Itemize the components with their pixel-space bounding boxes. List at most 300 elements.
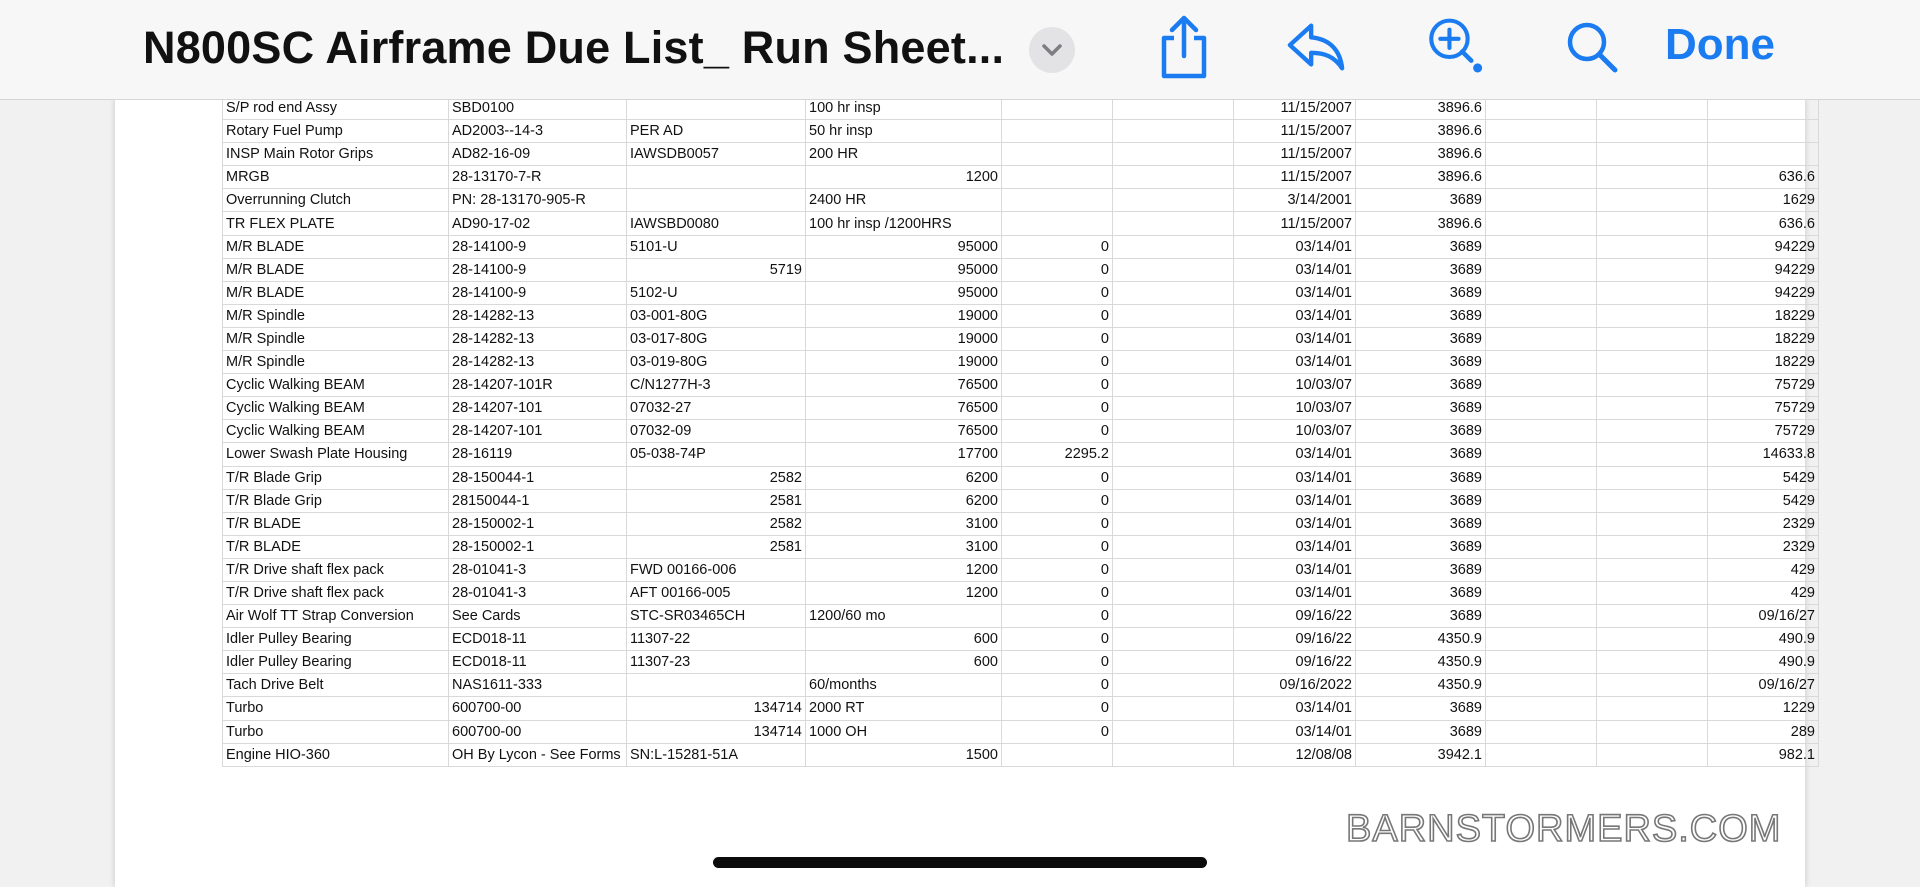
table-cell [1113, 720, 1234, 743]
table-cell: 3689 [1356, 327, 1486, 350]
table-cell: 12/08/08 [1234, 743, 1356, 766]
table-cell: 1200 [806, 558, 1002, 581]
table-cell: AFT 00166-005 [627, 581, 806, 604]
table-cell: 11/15/2007 [1234, 212, 1356, 235]
table-cell [1486, 651, 1597, 674]
table-cell: 28-14282-13 [449, 351, 627, 374]
markup-icon [1424, 12, 1484, 82]
table-cell: 94229 [1708, 281, 1819, 304]
table-row [223, 674, 1819, 697]
table-cell: 3689 [1356, 374, 1486, 397]
table-cell [1113, 489, 1234, 512]
table-cell [1113, 120, 1234, 143]
table-cell [1113, 535, 1234, 558]
table-cell [1486, 697, 1597, 720]
table-cell: 0 [1002, 628, 1113, 651]
table-cell: 1200 [806, 166, 1002, 189]
table-cell: 17700 [806, 443, 1002, 466]
table-cell: 03/14/01 [1234, 235, 1356, 258]
table-cell: 0 [1002, 327, 1113, 350]
table-row [223, 327, 1819, 350]
table-cell: OH By Lycon - See Forms [449, 743, 627, 766]
search-icon [1564, 19, 1620, 75]
table-cell: Turbo [223, 720, 449, 743]
table-cell [1597, 258, 1708, 281]
table-cell [1113, 189, 1234, 212]
table-cell: 03/14/01 [1234, 489, 1356, 512]
table-cell [1597, 581, 1708, 604]
table-cell [1113, 512, 1234, 535]
table-cell [1597, 351, 1708, 374]
table-cell: 18229 [1708, 304, 1819, 327]
table-cell: 0 [1002, 535, 1113, 558]
table-cell: 75729 [1708, 397, 1819, 420]
table-cell [1597, 143, 1708, 166]
table-cell [627, 166, 806, 189]
table-cell: Overrunning Clutch [223, 189, 449, 212]
table-cell: 3689 [1356, 720, 1486, 743]
table-cell: 3689 [1356, 351, 1486, 374]
table-cell: 28-01041-3 [449, 558, 627, 581]
table-cell: Cyclic Walking BEAM [223, 420, 449, 443]
table-cell [627, 674, 806, 697]
table-cell: Cyclic Walking BEAM [223, 397, 449, 420]
table-cell [1486, 466, 1597, 489]
table-cell: 6200 [806, 489, 1002, 512]
markup-button[interactable] [1424, 12, 1484, 82]
table-cell [1597, 327, 1708, 350]
watermark: BARNSTORMERS.COM [1346, 808, 1782, 850]
table-cell: 10/03/07 [1234, 397, 1356, 420]
table-cell [1113, 651, 1234, 674]
table-cell: 09/16/27 [1708, 674, 1819, 697]
table-cell: 600 [806, 651, 1002, 674]
table-cell [1597, 720, 1708, 743]
table-cell: 3689 [1356, 397, 1486, 420]
table-cell: 11307-23 [627, 651, 806, 674]
table-row [223, 720, 1819, 743]
table-cell: 0 [1002, 420, 1113, 443]
home-indicator[interactable] [713, 857, 1207, 868]
table-cell [1597, 558, 1708, 581]
table-cell: 3100 [806, 512, 1002, 535]
table-cell: 2582 [627, 466, 806, 489]
table-cell: M/R Spindle [223, 304, 449, 327]
table-row [223, 697, 1819, 720]
table-cell: 134714 [627, 697, 806, 720]
table-cell [1113, 420, 1234, 443]
table-cell [1113, 397, 1234, 420]
table-cell: 28-14100-9 [449, 281, 627, 304]
table-cell: 6200 [806, 466, 1002, 489]
table-cell: 3689 [1356, 189, 1486, 212]
table-cell: 600700-00 [449, 720, 627, 743]
table-cell [1002, 120, 1113, 143]
table-cell [1113, 466, 1234, 489]
table-cell [627, 189, 806, 212]
table-cell: 3689 [1356, 512, 1486, 535]
table-cell: 289 [1708, 720, 1819, 743]
table-cell [1486, 327, 1597, 350]
table-cell: 429 [1708, 581, 1819, 604]
table-cell: 3689 [1356, 258, 1486, 281]
table-cell [1113, 581, 1234, 604]
table-cell: 03-017-80G [627, 327, 806, 350]
table-cell: 07032-09 [627, 420, 806, 443]
table-cell: 28-150002-1 [449, 512, 627, 535]
table-cell: 3689 [1356, 605, 1486, 628]
table-cell: M/R Spindle [223, 351, 449, 374]
table-cell: 3896.6 [1356, 120, 1486, 143]
table-cell [1486, 235, 1597, 258]
table-cell: 1200 [806, 581, 1002, 604]
table-cell: MRGB [223, 166, 449, 189]
table-cell: 28-14207-101 [449, 420, 627, 443]
table-cell: AD82-16-09 [449, 143, 627, 166]
table-cell: 50 hr insp [806, 120, 1002, 143]
table-cell: 0 [1002, 489, 1113, 512]
table-cell: 490.9 [1708, 628, 1819, 651]
table-cell: 94229 [1708, 235, 1819, 258]
table-cell: 94229 [1708, 258, 1819, 281]
table-cell: 10/03/07 [1234, 374, 1356, 397]
table-cell: M/R BLADE [223, 235, 449, 258]
table-cell: 09/16/22 [1234, 605, 1356, 628]
table-cell: 3689 [1356, 489, 1486, 512]
table-cell [1597, 374, 1708, 397]
table-row [223, 258, 1819, 281]
reply-button[interactable] [1286, 12, 1346, 82]
table-cell: Idler Pulley Bearing [223, 651, 449, 674]
table-cell: 1229 [1708, 697, 1819, 720]
table-cell: FWD 00166-006 [627, 558, 806, 581]
table-cell [1597, 443, 1708, 466]
table-cell [1597, 743, 1708, 766]
table-cell: 3689 [1356, 304, 1486, 327]
table-cell [1002, 212, 1113, 235]
table-cell: 09/16/22 [1234, 651, 1356, 674]
table-cell: 3896.6 [1356, 97, 1486, 120]
table-cell: 5429 [1708, 489, 1819, 512]
table-cell [1486, 420, 1597, 443]
table-cell [1597, 397, 1708, 420]
table-row [223, 512, 1819, 535]
table-cell: 3689 [1356, 235, 1486, 258]
table-cell [1113, 351, 1234, 374]
table-cell: 76500 [806, 420, 1002, 443]
table-cell: 5719 [627, 258, 806, 281]
table-cell: 03/14/01 [1234, 720, 1356, 743]
table-cell [1002, 166, 1113, 189]
table-cell: IAWSDB0057 [627, 143, 806, 166]
table-cell: 3689 [1356, 581, 1486, 604]
table-cell: 03/14/01 [1234, 351, 1356, 374]
toolbar [0, 0, 1920, 100]
table-cell [1113, 374, 1234, 397]
table-cell: 636.6 [1708, 212, 1819, 235]
table-cell: T/R BLADE [223, 512, 449, 535]
table-cell: Idler Pulley Bearing [223, 628, 449, 651]
done-button[interactable]: Done [1665, 20, 1775, 69]
table-cell: 429 [1708, 558, 1819, 581]
table-cell: INSP Main Rotor Grips [223, 143, 449, 166]
table-cell [1113, 443, 1234, 466]
table-cell: 2329 [1708, 512, 1819, 535]
table-row [223, 189, 1819, 212]
table-cell: 03/14/01 [1234, 535, 1356, 558]
table-row [223, 304, 1819, 327]
table-cell: T/R BLADE [223, 535, 449, 558]
table-cell [1597, 466, 1708, 489]
table-cell: 03/14/01 [1234, 281, 1356, 304]
chevron-down-icon [1041, 43, 1063, 57]
table-cell [1486, 628, 1597, 651]
table-cell: 11/15/2007 [1234, 166, 1356, 189]
table-cell [1597, 420, 1708, 443]
table-cell: 4350.9 [1356, 674, 1486, 697]
share-icon [1156, 14, 1212, 80]
table-cell [1486, 581, 1597, 604]
table-row [223, 489, 1819, 512]
table-cell [1113, 628, 1234, 651]
table-cell [1113, 558, 1234, 581]
table-cell: See Cards [449, 605, 627, 628]
table-cell: 0 [1002, 651, 1113, 674]
table-cell [1486, 743, 1597, 766]
table-row [223, 212, 1819, 235]
table-row [223, 351, 1819, 374]
table-cell: 03/14/01 [1234, 581, 1356, 604]
table-cell: 0 [1002, 258, 1113, 281]
table-cell: 0 [1002, 235, 1113, 258]
table-cell: T/R Blade Grip [223, 489, 449, 512]
table-cell [1597, 281, 1708, 304]
table-cell [1486, 120, 1597, 143]
table-cell [1113, 143, 1234, 166]
table-cell: 2295.2 [1002, 443, 1113, 466]
table-cell: 3689 [1356, 281, 1486, 304]
table-cell [1002, 743, 1113, 766]
table-cell: PER AD [627, 120, 806, 143]
table-row [223, 558, 1819, 581]
table-cell [1486, 489, 1597, 512]
table-cell: 1200/60 mo [806, 605, 1002, 628]
table-cell: 3689 [1356, 443, 1486, 466]
table-cell: M/R BLADE [223, 258, 449, 281]
table-cell [1597, 166, 1708, 189]
table-cell [1113, 212, 1234, 235]
table-cell: 28150044-1 [449, 489, 627, 512]
table-cell: 2582 [627, 512, 806, 535]
table-cell: 09/16/27 [1708, 605, 1819, 628]
table-row [223, 143, 1819, 166]
table-row [223, 397, 1819, 420]
table-cell [1597, 605, 1708, 628]
table-cell: 1500 [806, 743, 1002, 766]
table-cell [1113, 304, 1234, 327]
table-cell [1597, 512, 1708, 535]
table-row [223, 443, 1819, 466]
table-cell: 28-14282-13 [449, 327, 627, 350]
share-button[interactable] [1154, 12, 1214, 82]
title-menu-button[interactable] [1029, 27, 1075, 73]
table-cell: 0 [1002, 558, 1113, 581]
table-cell [1597, 120, 1708, 143]
table-cell [1486, 397, 1597, 420]
table-cell: NAS1611-333 [449, 674, 627, 697]
table-cell: 1000 OH [806, 720, 1002, 743]
table-cell: 0 [1002, 581, 1113, 604]
table-cell: 18229 [1708, 351, 1819, 374]
table-cell: 3689 [1356, 466, 1486, 489]
table-cell: C/N1277H-3 [627, 374, 806, 397]
table-cell: 03/14/01 [1234, 327, 1356, 350]
table-cell: 03/14/01 [1234, 443, 1356, 466]
table-cell [1002, 189, 1113, 212]
table-cell: 03/14/01 [1234, 258, 1356, 281]
table-body [223, 97, 1819, 767]
table-cell: 4350.9 [1356, 651, 1486, 674]
table-cell: 03-001-80G [627, 304, 806, 327]
table-cell [1002, 143, 1113, 166]
table-cell: 0 [1002, 512, 1113, 535]
table-cell [1113, 605, 1234, 628]
table-cell: Rotary Fuel Pump [223, 120, 449, 143]
table-cell: Lower Swash Plate Housing [223, 443, 449, 466]
table-row [223, 374, 1819, 397]
table-cell: 0 [1002, 697, 1113, 720]
table-cell [1597, 235, 1708, 258]
table-cell: SN:L-15281-51A [627, 743, 806, 766]
table-cell: 11307-22 [627, 628, 806, 651]
table-cell [1113, 674, 1234, 697]
table-cell: 3/14/2001 [1234, 189, 1356, 212]
table-cell: 11/15/2007 [1234, 120, 1356, 143]
table-cell: 28-14207-101 [449, 397, 627, 420]
table-cell [1486, 351, 1597, 374]
table-cell: 600700-00 [449, 697, 627, 720]
table-cell: Engine HIO-360 [223, 743, 449, 766]
table-cell: 19000 [806, 327, 1002, 350]
table-cell [1486, 605, 1597, 628]
table-cell: 3689 [1356, 558, 1486, 581]
table-cell: 07032-27 [627, 397, 806, 420]
table-cell: 60/months [806, 674, 1002, 697]
document-title[interactable]: N800SC Airframe Due List_ Run Sheet... [143, 22, 1005, 73]
table-cell: ECD018-11 [449, 651, 627, 674]
table-cell: 76500 [806, 374, 1002, 397]
table-cell: Cyclic Walking BEAM [223, 374, 449, 397]
table-cell [1486, 443, 1597, 466]
table-cell: SBD0100 [449, 97, 627, 120]
table-cell: 0 [1002, 351, 1113, 374]
table-cell [1486, 512, 1597, 535]
table-cell: 95000 [806, 258, 1002, 281]
table-cell [1597, 674, 1708, 697]
table-cell: 0 [1002, 397, 1113, 420]
table-cell: T/R Blade Grip [223, 466, 449, 489]
table-row [223, 420, 1819, 443]
table-cell: 76500 [806, 397, 1002, 420]
table-cell [1113, 743, 1234, 766]
table-cell [1597, 212, 1708, 235]
table-cell: 03/14/01 [1234, 304, 1356, 327]
table-cell: 5429 [1708, 466, 1819, 489]
table-cell: 11/15/2007 [1234, 97, 1356, 120]
table-cell: 03/14/01 [1234, 466, 1356, 489]
table-cell: Air Wolf TT Strap Conversion [223, 605, 449, 628]
table-cell: 10/03/07 [1234, 420, 1356, 443]
table-cell: 28-14207-101R [449, 374, 627, 397]
table-row [223, 743, 1819, 766]
table-cell: T/R Drive shaft flex pack [223, 558, 449, 581]
table-cell [1486, 143, 1597, 166]
table-cell: 0 [1002, 466, 1113, 489]
table-cell [1597, 651, 1708, 674]
table-row [223, 466, 1819, 489]
table-cell: 3689 [1356, 535, 1486, 558]
table-cell: 28-13170-7-R [449, 166, 627, 189]
table-cell [1113, 166, 1234, 189]
table-cell: 28-150002-1 [449, 535, 627, 558]
table-cell: 5102-U [627, 281, 806, 304]
table-row [223, 235, 1819, 258]
table-cell: 3100 [806, 535, 1002, 558]
table-cell: 0 [1002, 304, 1113, 327]
table-cell: 05-038-74P [627, 443, 806, 466]
table-row [223, 120, 1819, 143]
table-cell [1486, 166, 1597, 189]
table-cell: 14633.8 [1708, 443, 1819, 466]
table-row [223, 166, 1819, 189]
table-cell [1113, 235, 1234, 258]
table-cell: Turbo [223, 697, 449, 720]
table-cell: 09/16/2022 [1234, 674, 1356, 697]
table-cell: 2329 [1708, 535, 1819, 558]
table-cell: 0 [1002, 720, 1113, 743]
table-cell: 0 [1002, 281, 1113, 304]
table-cell: 28-14100-9 [449, 235, 627, 258]
table-cell [1113, 327, 1234, 350]
table-row [223, 535, 1819, 558]
table-cell: 11/15/2007 [1234, 143, 1356, 166]
table-cell: 2581 [627, 535, 806, 558]
table-cell: 3896.6 [1356, 143, 1486, 166]
table-cell [1113, 697, 1234, 720]
table-cell [1597, 628, 1708, 651]
table-cell: IAWSBD0080 [627, 212, 806, 235]
table-cell: T/R Drive shaft flex pack [223, 581, 449, 604]
table-cell: 3689 [1356, 697, 1486, 720]
table-cell: 2400 HR [806, 189, 1002, 212]
table-cell: 28-14282-13 [449, 304, 627, 327]
table-cell: 03/14/01 [1234, 697, 1356, 720]
table-cell: 1629 [1708, 189, 1819, 212]
table-cell: 3896.6 [1356, 166, 1486, 189]
table-cell [1486, 535, 1597, 558]
table-cell: AD90-17-02 [449, 212, 627, 235]
table-cell: 0 [1002, 374, 1113, 397]
table-row [223, 628, 1819, 651]
table-cell: 100 hr insp [806, 97, 1002, 120]
table-row [223, 581, 1819, 604]
table-cell: TR FLEX PLATE [223, 212, 449, 235]
search-button[interactable] [1562, 12, 1622, 82]
table-cell: 95000 [806, 235, 1002, 258]
table-cell: 100 hr insp /1200HRS [806, 212, 1002, 235]
table-cell: 18229 [1708, 327, 1819, 350]
table-row [223, 651, 1819, 674]
